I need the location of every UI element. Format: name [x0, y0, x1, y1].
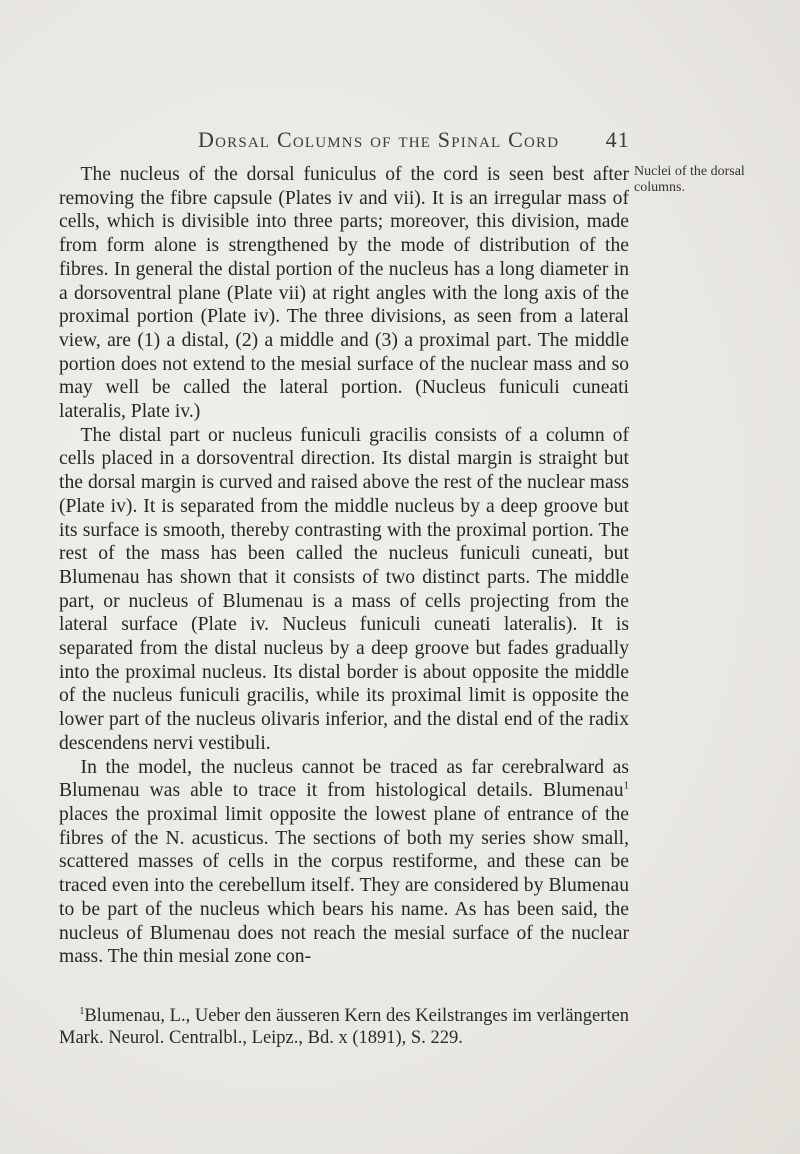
running-header	[198, 127, 630, 153]
footnote-reference: 1	[623, 779, 629, 792]
running-title: Dorsal Columns of the Spinal Cord	[198, 127, 560, 152]
margin-note: Nuclei of the dorsal columns.	[634, 164, 745, 195]
footnote	[59, 1005, 629, 1049]
footnote-marker: 1	[79, 1005, 85, 1017]
paragraph-3-after: places the proximal limit opposite the lowest plane of entrance of the fibres of the N. acusticus. The sections of both my series show small, scattered masses of cells in the corpus restiforme, and these can be traced even into the cerebellum itself. They are considered by Blumenau to be part of the nucleus which bears his name. As has been said, the nucleus of Blumenau does not reach the mesial surface of the nuclear mass. The thin mesial zone con-	[59, 803, 629, 968]
paragraph-3	[59, 756, 629, 969]
page-number: 41	[605, 127, 630, 152]
paragraph-2: The distal part or nucleus funiculi gracilis consists of a column of cells placed in a dorsoventral direction. Its distal margin is straight but the dorsal margin is curved and raised above the rest of the nuclear mass (Plate iv). It is separated from the middle nucleus by a deep groove but its surface is smooth, thereby contrasting with the proximal portion. The rest of the mass has been called the nucleus funiculi cuneati, but Blumenau has shown that it consists of two distinct parts. The middle part, or nucleus of Blumenau is a mass of cells projecting from the lateral surface (Plate iv. Nucleus funiculi cuneati lateralis). It is separated from the distal nucleus by a deep groove but fades gradually into the proximal nucleus. Its distal border is about opposite the middle of the nucleus funiculi gracilis, while its proximal limit is opposite the lower part of the nucleus olivaris inferior, and the distal end of the radix descendens nervi vestibuli.	[59, 424, 629, 754]
body-text	[59, 163, 629, 969]
paragraph-1: The nucleus of the dorsal funiculus of the cord is seen best after removing the fibre capsule (Plates iv and vii). It is an irregular mass of cells, which is divisible into three parts; moreover, this division, made from form alone is strengthened by the mode of distribution of the fibres. In general the distal portion of the nucleus has a long diameter in a dorsoventral plane (Plate vii) at right angles with the long axis of the proximal portion (Plate iv). The three divisions, as seen from a lateral view, are (1) a distal, (2) a middle and (3) a proximal part. The middle portion does not extend to the mesial surface of the nuclear mass and so may well be called the lateral portion. (Nucleus funiculi cuneati lateralis, Plate iv.)	[59, 164, 629, 423]
paragraph-3-before: In the model, the nucleus cannot be traced as far cerebralward as Blumenau was able to trace it from histological details. Blumenau	[59, 756, 629, 802]
footnote-text: Blumenau, L., Ueber den äusseren Kern des Keilstranges im verlängerten Mark. Neurol. Centralbl., Leipz., Bd. x (1891), S. 229.	[59, 1006, 629, 1048]
